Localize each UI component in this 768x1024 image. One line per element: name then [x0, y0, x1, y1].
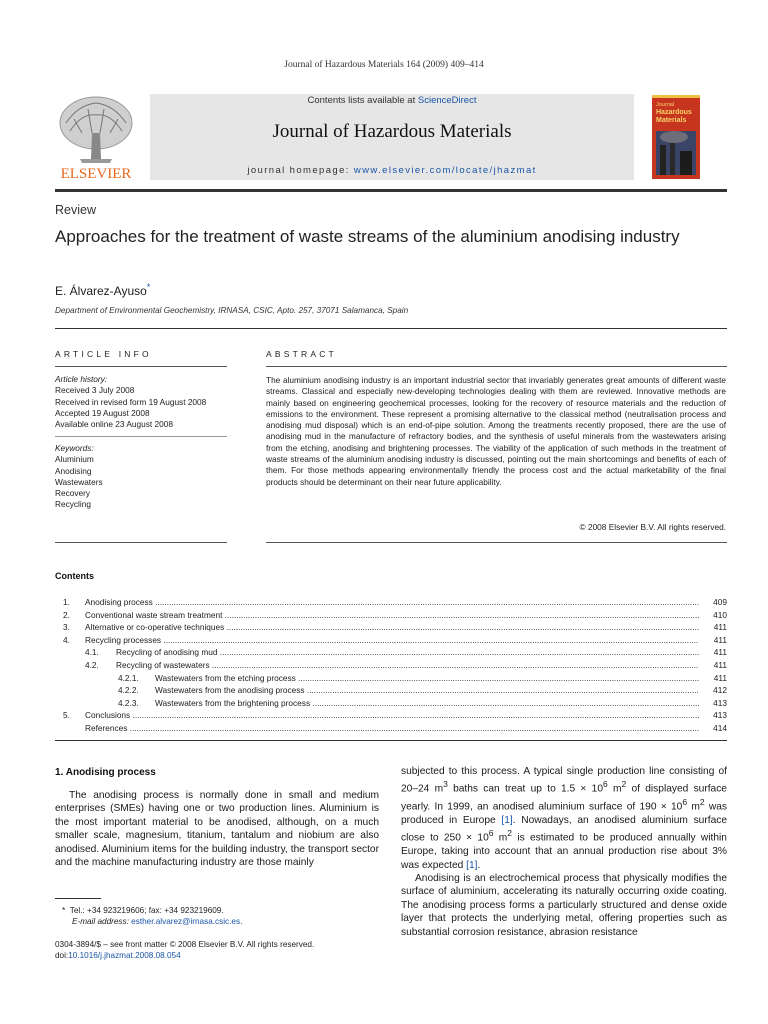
toc-number: 5. [63, 710, 70, 721]
toc-bottom-rule [55, 740, 727, 741]
text-run: . [477, 859, 481, 871]
author-name[interactable]: E. Álvarez-Ayuso [55, 284, 147, 298]
toc-page: 412 [699, 684, 727, 697]
keywords [55, 443, 227, 511]
footnote-mark: * [62, 906, 66, 915]
toc-label: Wastewaters from the brightening process ..... [155, 697, 699, 710]
email-tail: . [240, 917, 243, 926]
text-run: was produced in Europe [401, 801, 727, 826]
text-run: is estimated to be produced annually within Europe, taking into account that an annual production rise about 3% was expected [401, 832, 727, 871]
toc-row[interactable] [55, 709, 727, 722]
journal-title: Journal of Hazardous Materials [272, 121, 512, 142]
affiliation: Department of Environmental Geochemistry, IRNASA, CSIC, Apto. 257, 37071 Salamanca, Spain [55, 306, 409, 315]
superscript: 3 [443, 779, 448, 790]
superscript: 2 [621, 779, 627, 790]
toc-page: 413 [699, 709, 727, 722]
citation-link[interactable]: [1] [466, 859, 478, 871]
header-rule [55, 189, 727, 192]
article-history [55, 374, 227, 430]
author-line [55, 282, 150, 298]
journal-citation: Journal of Hazardous Materials 164 (2009) 409–414 [284, 60, 484, 70]
toc-label: References ..... [85, 722, 699, 735]
body-paragraph: The anodising process is normally done in small and medium enterprises (SMEs) having one or two production lines. Aluminium is the most important material to be anodised, although, on a much smaller scale, magnesium, titanium, tantalum and niobium are also anodised. Aluminium items for the building industry, the transport sector and the machine manufacturing industry are those mainly [55, 790, 379, 869]
abstract-bottom-rule [266, 542, 727, 543]
article-info-label: ARTICLE INFO [55, 349, 152, 359]
history-item: Received 3 July 2008 [55, 385, 135, 396]
article-info-rule [55, 366, 227, 367]
toc-row[interactable] [55, 697, 727, 710]
keyword: Recovery [55, 488, 91, 499]
text-run: baths can treat up to 1.5 × 10 [447, 783, 603, 795]
email-link[interactable]: esther.alvarez@irnasa.csic.es [131, 917, 241, 926]
citation-link[interactable]: [1] [501, 815, 513, 826]
elsevier-logo [52, 93, 140, 181]
article-title: Approaches for the treatment of waste streams of the aluminium anodising industry [55, 227, 680, 246]
toc-label: Anodising process ..... [85, 596, 699, 609]
abstract-rule [266, 366, 727, 367]
toc-label: Wastewaters from the etching process ..... [155, 672, 699, 685]
toc-row[interactable] [55, 646, 727, 659]
contents-available-line [150, 95, 634, 106]
homepage-prefix: journal homepage: [247, 165, 354, 176]
keyword: Recycling [55, 499, 91, 510]
toc-heading: Contents [55, 571, 94, 581]
toc-page: 411 [699, 672, 727, 685]
abstract-label: ABSTRACT [266, 349, 337, 359]
article-info-bottom-rule [55, 542, 227, 543]
toc-label: Recycling processes ..... [85, 634, 699, 647]
doi-link[interactable]: 10.1016/j.jhazmat.2008.08.054 [68, 951, 181, 960]
sciencedirect-link[interactable]: ScienceDirect [417, 95, 477, 106]
elsevier-wordmark: ELSEVIER [60, 166, 132, 181]
toc-page: 411 [699, 634, 727, 647]
toc-label: Recycling of wastewaters ..... [116, 659, 699, 672]
superscript: 6 [682, 797, 688, 808]
toc-page: 411 [699, 659, 727, 672]
toc-label: Recycling of anodising mud ..... [116, 646, 699, 659]
email-label: E-mail address: [72, 917, 129, 926]
footnote-rule [55, 898, 101, 899]
front-matter [55, 939, 395, 961]
toc-number: 2. [63, 609, 70, 620]
body-paragraph [401, 765, 727, 872]
toc-number: 4.2.1. [118, 672, 139, 683]
keyword: Anodising [55, 465, 92, 476]
abstract-text: The aluminium anodising industry is an important industrial sector that invariably generates great amounts of different waste streams. Classical and especially new-developing technologies dealing with them are reviewed. Innovative methods are mainly based on engineering geochemical processes, looking for the recovery of resource materials and the reduction of emissions to the environment. These represent a promising alternative to the classical method (neutralisation process and anodising mud disposal) which is an end-of-pipe solution. Among the treatments recently proposed, there are the use of anodising mud in the manufacture of refractory bodies, and the synthesis of useful minerals from the wastewaters arising from the etching, anodising and brightening processes. The viability of the application of such methods in the treatment of waste streams of the aluminium anodising industry is discussed, pointing out the main shortcomings and benefits of each of them. For those methods appearing environmentally friendly the process cost and the actual marketability of the final products should be determinant on their near future applicability. [266, 375, 726, 487]
journal-homepage-link[interactable]: www.elsevier.com/locate/jhazmat [353, 165, 537, 176]
issn-line: 0304-3894/$ – see front matter © 2008 Elsevier B.V. All rights reserved. [55, 940, 315, 949]
doi-line [55, 950, 395, 961]
toc-page: 409 [699, 596, 727, 609]
journal-homepage-line [150, 165, 634, 176]
toc-number: 4. [63, 634, 70, 645]
toc-row[interactable] [55, 634, 727, 647]
toc-label: Wastewaters from the anodising process ..... [155, 684, 699, 697]
toc-number: 1. [63, 597, 70, 607]
superscript: 6 [488, 828, 494, 839]
toc-row[interactable] [55, 596, 727, 609]
history-item: Accepted 19 August 2008 [55, 407, 150, 418]
toc-number: 4.2. [85, 659, 99, 670]
toc-page: 414 [699, 722, 727, 735]
elsevier-tree-icon [52, 93, 140, 181]
superscript: 6 [602, 779, 608, 790]
superscript: 2 [699, 797, 705, 808]
toc-label: Conventional waste stream treatment ..... [85, 609, 699, 622]
cover-title-line2: Hazardous [656, 109, 692, 116]
text-run: m [493, 832, 508, 844]
text-run: . Nowadays, an anodised aluminium surface close to 250 × 10 [401, 815, 727, 844]
history-item: Available online 23 August 2008 [55, 419, 173, 430]
text-run: subjected to this process. A typical single production line consisting of 20–24 m [401, 766, 727, 795]
toc-label: Alternative or co-operative techniques ..... [85, 621, 699, 634]
text-run: of displayed surface yearly. In 1999, an anodised aluminium surface of 190 × 10 [401, 783, 727, 813]
toc-page: 413 [699, 697, 727, 710]
doi-label: doi: [55, 951, 69, 960]
body-paragraph: Anodising is an electrochemical process that physically modifies the surface of aluminium, accelerating its naturally occurring oxide coating. The anodising process forms a particularly structured and dense oxide layer that protects the underlying metal, offering properties such as substantial corrosion resistance, abrasion resistance [401, 873, 727, 938]
cover-title-line1: Journal [656, 102, 675, 108]
footnote-contact [62, 905, 382, 916]
keywords-heading: Keywords: [55, 443, 94, 453]
superscript: 2 [507, 828, 513, 839]
toc-number: 4.2.2. [118, 685, 139, 696]
keyword: Wastewaters [55, 476, 103, 487]
toc-number: 4.2.3. [118, 697, 139, 708]
toc-row[interactable] [55, 672, 727, 685]
affiliation-rule [55, 328, 727, 329]
text-run: m [687, 801, 700, 813]
history-heading: Article history: [55, 374, 108, 384]
toc-page: 410 [699, 609, 727, 622]
toc-label: Conclusions ..... [85, 709, 699, 722]
abstract-copyright: © 2008 Elsevier B.V. All rights reserved. [579, 522, 726, 532]
footnote-phone: Tel.: +34 923219606; fax: +34 923219609. [69, 906, 224, 915]
footnote [62, 905, 382, 927]
contents-prefix: Contents lists available at [307, 95, 418, 106]
article-type: Review [55, 203, 96, 217]
toc-row[interactable] [55, 659, 727, 672]
body-left-column [55, 789, 379, 869]
toc-row[interactable] [55, 609, 727, 622]
text-run: m [607, 783, 622, 795]
toc-row[interactable] [55, 722, 727, 735]
keywords-rule [55, 436, 227, 437]
journal-cover-image [652, 95, 700, 179]
keyword: Aluminium [55, 454, 94, 465]
history-item: Received in revised form 19 August 2008 [55, 396, 207, 407]
body-right-column [401, 765, 727, 939]
section-heading-1: 1. Anodising process [55, 767, 156, 778]
toc-number: 4.1. [85, 647, 99, 658]
toc-page: 411 [699, 621, 727, 634]
toc-number: 3. [63, 622, 70, 633]
table-of-contents [55, 596, 727, 735]
toc-page: 411 [699, 646, 727, 659]
corresponding-author-mark[interactable]: * [146, 282, 151, 292]
cover-title-line3: Materials [656, 117, 687, 124]
footnote-email-line [62, 916, 382, 927]
toc-row[interactable] [55, 684, 727, 697]
toc-row[interactable] [55, 621, 727, 634]
